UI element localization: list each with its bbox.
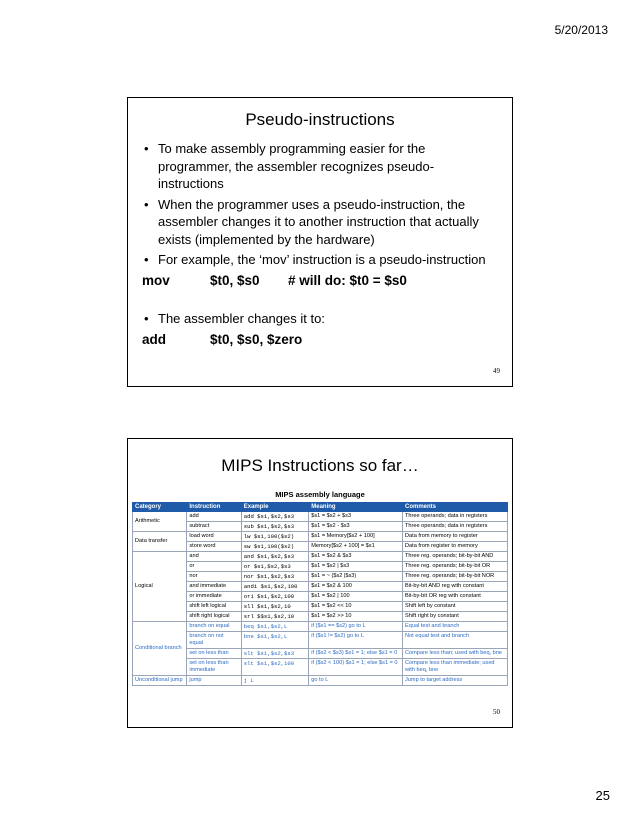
example-cell: slt $s1,$s2,$s3 [241, 649, 309, 659]
bullet-item [142, 310, 498, 328]
slide-title: Pseudo-instructions [245, 110, 395, 129]
comment-cell: Bit-by-bit OR reg with constant [403, 592, 508, 602]
instruction-cell: branch on not equal [187, 632, 241, 649]
instruction-cell: set on less than [187, 649, 241, 659]
meaning-cell: $s1 = $s2 - $s3 [309, 522, 403, 532]
instruction-cell: shift right logical [187, 612, 241, 622]
comment-cell: Three operands; data in registers [403, 512, 508, 522]
table-row [133, 582, 508, 592]
bullet-icon: • [144, 196, 149, 212]
bullet-icon: • [144, 252, 149, 267]
table-row [133, 572, 508, 582]
slide-number: 50 [493, 708, 500, 716]
example-cell: lw $s1,100($s2) [241, 532, 309, 542]
bullet-text: The assembler changes it to: [158, 311, 325, 326]
meaning-cell: $s1 = $s2 << 10 [309, 602, 403, 612]
comment-cell: Shift left by constant [403, 602, 508, 612]
example-cell: add $s1,$s2,$s3 [241, 512, 309, 522]
code-args: $t0, $s0, $zero [210, 331, 303, 347]
meaning-cell: Memory[$s2 + 100] = $s1 [309, 542, 403, 552]
slide-49 [127, 97, 513, 387]
comment-cell: Jump to target address [403, 676, 508, 686]
instruction-cell: store word [187, 542, 241, 552]
instruction-cell: and immediate [187, 582, 241, 592]
slide-number: 49 [493, 367, 500, 375]
bullet-icon: • [144, 311, 149, 326]
category-cell: Arithmetic [133, 512, 187, 532]
comment-cell: Bit-by-bit AND reg with constant [403, 582, 508, 592]
table-row [133, 622, 508, 632]
bullet-item [142, 251, 498, 269]
table-row [133, 562, 508, 572]
code-args: $t0, $s0 [210, 272, 260, 288]
comment-cell: Three reg. operands; bit-by-bit AND [403, 552, 508, 562]
table-row [133, 676, 508, 686]
meaning-cell: if ($s2 < 100) $s1 = 1; else $s1 = 0 [309, 659, 403, 676]
bullet-list [142, 140, 498, 348]
bullet-item [142, 140, 498, 193]
example-cell: andi $s1,$s2,100 [241, 582, 309, 592]
table-row [133, 632, 508, 649]
comment-cell: Not equal test and branch [403, 632, 508, 649]
table-row [133, 552, 508, 562]
instruction-cell: shift left logical [187, 602, 241, 612]
header-category: Category [133, 503, 187, 512]
meaning-cell: $s1 = Memory[$s2 + 100] [309, 532, 403, 542]
meaning-cell: $s1 = $s2 & $s3 [309, 552, 403, 562]
comment-cell: Three reg. operands; bit-by-bit NOR [403, 572, 508, 582]
table-row [133, 522, 508, 532]
bullet-text: When the programmer uses a pseudo-instruction, the assembler changes it to another instruction that actually exists (implemented by the hardware) [158, 196, 479, 247]
meaning-cell: $s1 = $s2 | $s3 [309, 562, 403, 572]
meaning-cell: $s1 = $s2 & 100 [309, 582, 403, 592]
header-comments: Comments [403, 503, 508, 512]
category-cell: Data transfer [133, 532, 187, 552]
example-cell: j L [241, 676, 309, 686]
meaning-cell: $s1 = $s2 + $s3 [309, 512, 403, 522]
instruction-cell: subtract [187, 522, 241, 532]
example-cell: bne $s1,$s2,L [241, 632, 309, 649]
table-header-row [133, 503, 508, 512]
comment-cell: Shift right by constant [403, 612, 508, 622]
instruction-cell: branch on equal [187, 622, 241, 632]
comment-cell: Three reg. operands; bit-by-bit OR [403, 562, 508, 572]
instruction-cell: add [187, 512, 241, 522]
comment-cell: Equal test and branch [403, 622, 508, 632]
instruction-cell: jump [187, 676, 241, 686]
bullet-text: For example, the ‘mov’ instruction is a pseudo-instruction [158, 252, 486, 267]
meaning-cell: $s1 = ~ ($s2 |$s3) [309, 572, 403, 582]
meaning-cell: if ($s1 == $s2) go to L [309, 622, 403, 632]
header-meaning: Meaning [309, 503, 403, 512]
table-row [133, 592, 508, 602]
meaning-cell: $s1 = $s2 >> 10 [309, 612, 403, 622]
slide-title: MIPS Instructions so far… [221, 456, 419, 475]
mips-table [132, 502, 508, 686]
bullet-text: To make assembly programming easier for the programmer, the assembler recognizes pseudo-instructions [158, 141, 435, 191]
example-cell: ori $s1,$s2,100 [241, 592, 309, 602]
meaning-cell: go to L [309, 676, 403, 686]
code-op: mov [142, 272, 170, 288]
meaning-cell: $s1 = $s2 | 100 [309, 592, 403, 602]
code-line-add [142, 331, 498, 349]
example-cell: sll $s1,$s2,10 [241, 602, 309, 612]
header-example: Example [241, 503, 309, 512]
table-row [133, 612, 508, 622]
example-cell: or $s1,$s2,$s3 [241, 562, 309, 572]
mips-table-container [132, 490, 508, 686]
code-op: add [142, 331, 167, 347]
table-row [133, 512, 508, 522]
instruction-cell: or [187, 562, 241, 572]
table-row [133, 659, 508, 676]
page-date: 5/20/2013 [554, 23, 608, 37]
code-comment: # will do: $t0 = $s0 [288, 272, 407, 288]
comment-cell: Data from register to memory [403, 542, 508, 552]
example-cell: sub $s1,$s2,$s3 [241, 522, 309, 532]
table-row [133, 602, 508, 612]
table-title: MIPS assembly language [275, 490, 365, 499]
example-cell: nor $s1,$s2,$s3 [241, 572, 309, 582]
instruction-cell: or immediate [187, 592, 241, 602]
instruction-cell: and [187, 552, 241, 562]
meaning-cell: if ($s2 < $s3) $s1 = 1; else $s1 = 0 [309, 649, 403, 659]
category-cell: Unconditional jump [133, 676, 187, 686]
bullet-icon: • [144, 141, 149, 156]
example-cell: beq $s1,$s2,L [241, 622, 309, 632]
instruction-cell: set on less than immediate [187, 659, 241, 676]
comment-cell: Compare less than immediate; used with beq, bne [403, 659, 508, 676]
page-number: 25 [595, 788, 610, 803]
instruction-cell: nor [187, 572, 241, 582]
code-line-mov [142, 272, 498, 290]
category-cell: Logical [133, 552, 187, 622]
bullet-item [142, 196, 498, 249]
example-cell: and $s1,$s2,$s3 [241, 552, 309, 562]
slide-50 [127, 438, 513, 728]
instruction-cell: load word [187, 532, 241, 542]
meaning-cell: if ($s1 != $s2) go to L [309, 632, 403, 649]
comment-cell: Three operands; data in registers [403, 522, 508, 532]
example-cell: slt $s1,$s2,100 [241, 659, 309, 676]
table-row [133, 542, 508, 552]
table-row [133, 532, 508, 542]
category-cell: Conditional branch [133, 622, 187, 676]
example-cell: sw $s1,100($s2) [241, 542, 309, 552]
table-row [133, 649, 508, 659]
comment-cell: Compare less than; used with beq, bne [403, 649, 508, 659]
example-cell: srl $$s1,$s2,10 [241, 612, 309, 622]
comment-cell: Data from memory to register [403, 532, 508, 542]
header-instruction: Instruction [187, 503, 241, 512]
